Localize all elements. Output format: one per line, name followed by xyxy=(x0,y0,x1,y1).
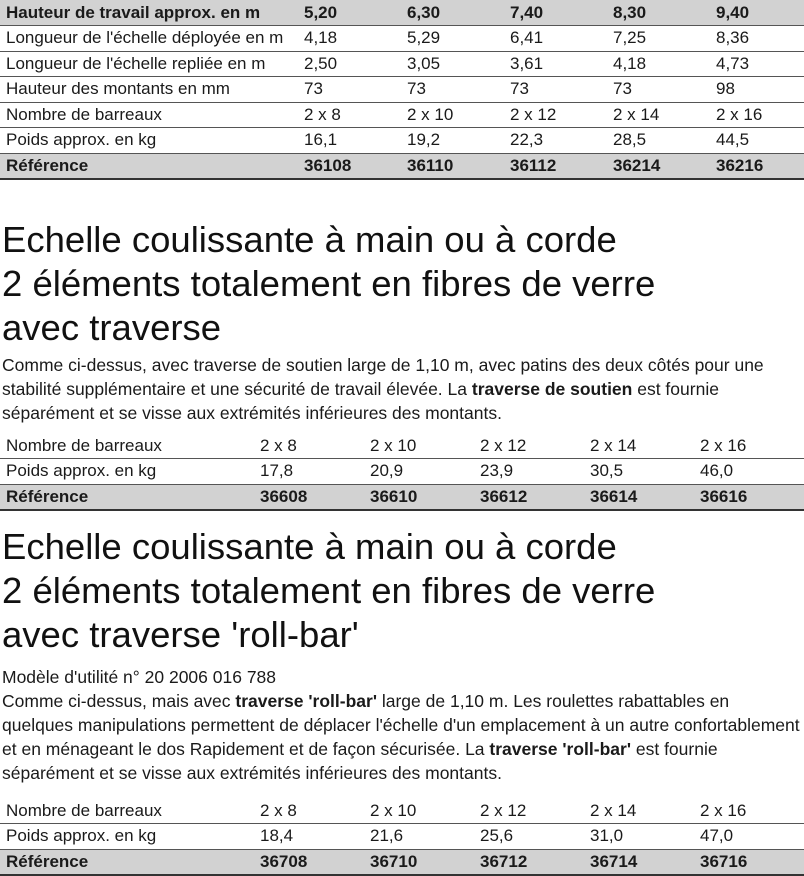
cell-value: 30,5 xyxy=(590,461,624,481)
cell-value: 73 xyxy=(510,79,529,99)
cell-value: 28,5 xyxy=(613,130,647,150)
cell-value: 2 x 14 xyxy=(590,435,637,455)
spec-table xyxy=(0,0,804,180)
cell-value: 2 x 14 xyxy=(613,104,660,124)
cell-value: 36712 xyxy=(480,851,528,871)
cell-value: 36716 xyxy=(700,851,748,871)
table-row xyxy=(0,153,804,179)
row-label: Poids approx. en kg xyxy=(6,130,157,150)
cell-value: 47,0 xyxy=(700,826,734,846)
cell-value: 6,41 xyxy=(510,28,544,48)
cell-value: 36608 xyxy=(260,486,308,506)
cell-value: 36708 xyxy=(260,851,308,871)
cell-value: 16,1 xyxy=(304,130,338,150)
row-label: Longueur de l'échelle déployée en m xyxy=(6,28,284,48)
cell-value: 5,29 xyxy=(407,28,441,48)
cell-value: 25,6 xyxy=(480,826,514,846)
cell-value: 6,30 xyxy=(407,2,441,22)
title-line: 2 éléments totalement en fibres de verre xyxy=(2,570,656,611)
cell-value: 22,3 xyxy=(510,130,544,150)
cell-value: 44,5 xyxy=(716,130,750,150)
cell-value: 98 xyxy=(716,79,735,99)
title-line: Echelle coulissante à main ou à corde xyxy=(2,219,617,260)
cell-value: 36112 xyxy=(510,155,557,175)
cell-value: 36610 xyxy=(370,486,418,506)
cell-value: 2 x 12 xyxy=(510,104,557,124)
cell-value: 9,40 xyxy=(716,2,750,22)
row-label: Hauteur de travail approx. en m xyxy=(6,2,261,22)
cell-value: 2 x 12 xyxy=(480,435,527,455)
row-label: Référence xyxy=(6,155,89,175)
row-label: Longueur de l'échelle repliée en m xyxy=(6,53,266,73)
cell-value: 7,25 xyxy=(613,28,647,48)
title-line: avec traverse xyxy=(2,307,222,348)
table-row xyxy=(0,459,804,485)
row-label: Hauteur des montants en mm xyxy=(6,79,230,99)
cell-value: 3,05 xyxy=(407,53,441,73)
title-line: avec traverse 'roll-bar' xyxy=(2,614,359,655)
cell-value: 2 x 8 xyxy=(304,104,341,124)
row-label: Nombre de barreaux xyxy=(6,104,162,124)
cell-value: 36616 xyxy=(700,486,748,506)
row-label: Poids approx. en kg xyxy=(6,461,157,481)
rollbar-table xyxy=(0,798,804,876)
cell-value: 5,20 xyxy=(304,2,338,22)
cell-value: 23,9 xyxy=(480,461,514,481)
cell-value: 31,0 xyxy=(590,826,624,846)
cell-value: 2 x 8 xyxy=(260,800,297,820)
table-row xyxy=(0,824,804,850)
row-label: Nombre de barreaux xyxy=(6,800,162,820)
cell-value: 19,2 xyxy=(407,130,441,150)
traverse-table xyxy=(0,433,804,511)
cell-value: 2 x 16 xyxy=(700,435,747,455)
table-row xyxy=(0,26,804,52)
title-line: Echelle coulissante à main ou à corde xyxy=(2,526,617,567)
cell-value: 2 x 16 xyxy=(700,800,747,820)
cell-value: 36612 xyxy=(480,486,528,506)
table-row xyxy=(0,102,804,128)
title-line: 2 éléments totalement en fibres de verre xyxy=(2,263,656,304)
cell-value: 18,4 xyxy=(260,826,294,846)
cell-value: 36714 xyxy=(590,851,638,871)
cell-value: 4,18 xyxy=(304,28,338,48)
cell-value: 4,73 xyxy=(716,53,750,73)
table-row xyxy=(0,798,804,824)
cell-value: 36214 xyxy=(613,155,661,175)
cell-value: 73 xyxy=(304,79,323,99)
cell-value: 2 x 10 xyxy=(370,800,417,820)
row-label: Référence xyxy=(6,851,89,871)
cell-value: 2 x 14 xyxy=(590,800,637,820)
cell-value: 46,0 xyxy=(700,461,734,481)
cell-value: 20,9 xyxy=(370,461,404,481)
cell-value: 2 x 16 xyxy=(716,104,763,124)
cell-value: 8,30 xyxy=(613,2,647,22)
cell-value: 17,8 xyxy=(260,461,294,481)
cell-value: 36216 xyxy=(716,155,764,175)
cell-value: 2 x 10 xyxy=(370,435,417,455)
cell-value: 73 xyxy=(613,79,632,99)
cell-value: 7,40 xyxy=(510,2,544,22)
table-row xyxy=(0,77,804,103)
cell-value: 36108 xyxy=(304,155,352,175)
table-row xyxy=(0,128,804,154)
cell-value: 21,6 xyxy=(370,826,404,846)
cell-value: 36110 xyxy=(407,155,454,175)
cell-value: 73 xyxy=(407,79,426,99)
row-label: Nombre de barreaux xyxy=(6,435,162,455)
table-row xyxy=(0,0,804,26)
cell-value: 36710 xyxy=(370,851,418,871)
table-row xyxy=(0,484,804,510)
table-row xyxy=(0,51,804,77)
table-row xyxy=(0,433,804,459)
cell-value: 8,36 xyxy=(716,28,750,48)
cell-value: 3,61 xyxy=(510,53,544,73)
row-label: Poids approx. en kg xyxy=(6,826,157,846)
section-traverse-title xyxy=(2,218,655,350)
cell-value: 2 x 8 xyxy=(260,435,297,455)
cell-value: 2,50 xyxy=(304,53,338,73)
table-row xyxy=(0,849,804,875)
row-label: Référence xyxy=(6,486,89,506)
utility-model: Modèle d'utilité n° 20 2006 016 788 xyxy=(2,667,277,687)
cell-value: 4,18 xyxy=(613,53,647,73)
section-rollbar-title xyxy=(2,525,655,657)
cell-value: 36614 xyxy=(590,486,638,506)
cell-value: 2 x 10 xyxy=(407,104,454,124)
section-traverse-description: Comme ci-dessus, avec traverse de soutien large de 1,10 m, avec patins des deux côtés pour une stabilité supplémentaire et une sécurité de travail élevée. La traverse de soutien est fournie séparément et se visse aux extrémités inférieures des montants. xyxy=(2,355,764,423)
cell-value: 2 x 12 xyxy=(480,800,527,820)
section-rollbar-description: Comme ci-dessus, mais avec traverse 'roll-bar' large de 1,10 m. Les roulettes rabattables en quelques manipulations permettent de déplacer l'échelle d'un emplacement à un autre confortablement et en ménageant le dos Rapidement et de façon sécurisée. La traverse 'roll-bar' est fournie séparément et se visse aux extrémités inférieures des montants. xyxy=(2,691,800,783)
